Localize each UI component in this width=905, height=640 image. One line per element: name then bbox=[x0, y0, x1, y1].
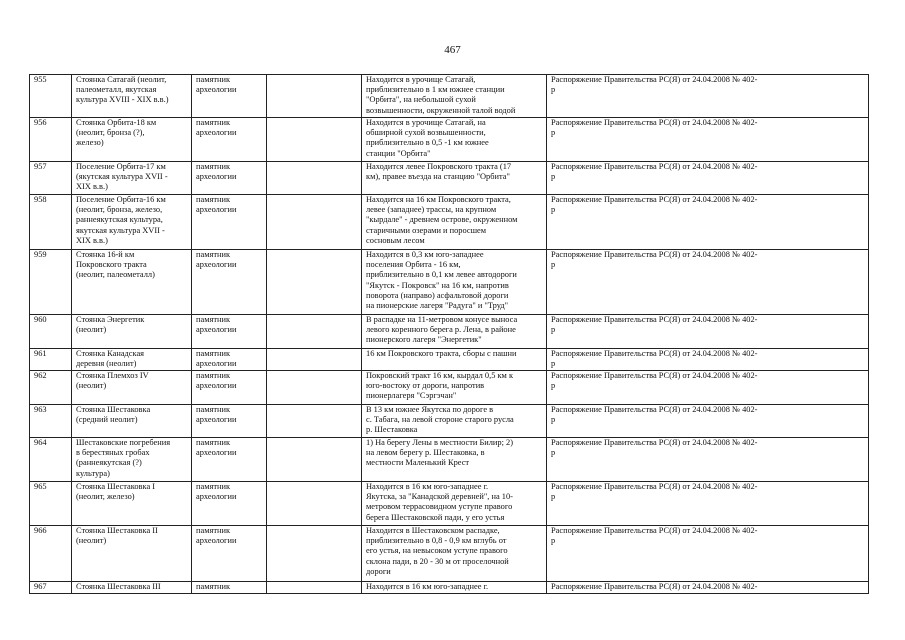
legal-document: Распоряжение Правительства РС(Я) от 24.04.2008 № 402- р bbox=[547, 482, 869, 526]
legal-document: Распоряжение Правительства РС(Я) от 24.04.2008 № 402- bbox=[547, 582, 869, 594]
legal-document: Распоряжение Правительства РС(Я) от 24.04.2008 № 402- р bbox=[547, 118, 869, 162]
site-type: памятник археологии bbox=[192, 118, 267, 162]
site-location: Покровский тракт 16 км, кырдал 0,5 км к юго-востоку от дороги, напротив пионерлагеря "Сэргэчан" bbox=[362, 371, 547, 405]
site-type: памятник археологии bbox=[192, 482, 267, 526]
table-row bbox=[30, 195, 869, 250]
site-name: Стоянка Шестаковка II (неолит) bbox=[72, 526, 192, 582]
site-type: памятник археологии bbox=[192, 349, 267, 371]
site-location: Находится в 16 км юго-западнее г. bbox=[362, 582, 547, 594]
site-name: Стоянка Шестаковка (средний неолит) bbox=[72, 405, 192, 438]
site-type: памятник bbox=[192, 582, 267, 594]
row-number: 963 bbox=[30, 405, 72, 438]
page-number: 467 bbox=[444, 44, 461, 56]
row-number: 961 bbox=[30, 349, 72, 371]
site-location: Находится на 16 км Покровского тракта, левее (западнее) трассы, на крупном "кырдале" - древнем острове, окруженном старичными озерами и поросшем сосновым лесом bbox=[362, 195, 547, 250]
site-location: Находится в 0,3 км юго-западнее поселения Орбита - 16 км, приблизительно в 0,1 км левее автодороги "Якутск - Покровск" на 16 км, напротив поворота (направо) асфальтовой дороги на пионерские лагеря "Радуга" и "Труд" bbox=[362, 250, 547, 315]
extra-cell bbox=[267, 315, 362, 349]
table-row bbox=[30, 250, 869, 315]
site-type: памятник археологии bbox=[192, 371, 267, 405]
legal-document: Распоряжение Правительства РС(Я) от 24.04.2008 № 402- р bbox=[547, 349, 869, 371]
site-type: памятник археологии bbox=[192, 438, 267, 482]
table-row bbox=[30, 371, 869, 405]
table-row bbox=[30, 162, 869, 195]
table-row bbox=[30, 526, 869, 582]
site-location: В распадке на 11-метровом конусе выноса левого коренного берега р. Лена, в районе пионерского лагеря "Энергетик" bbox=[362, 315, 547, 349]
site-name: Стоянка Шестаковка III bbox=[72, 582, 192, 594]
site-location: Находится в Шестаковском распадке, приблизительно в 0,8 - 0,9 км вглубь от его устья, на невысоком уступе правого склона пади, в 20 - 30 м от проселочной дороги bbox=[362, 526, 547, 582]
legal-document: Распоряжение Правительства РС(Я) от 24.04.2008 № 402- р bbox=[547, 371, 869, 405]
extra-cell bbox=[267, 75, 362, 118]
table-row bbox=[30, 349, 869, 371]
extra-cell bbox=[267, 349, 362, 371]
site-type: памятник археологии bbox=[192, 405, 267, 438]
extra-cell bbox=[267, 118, 362, 162]
site-location: Находится в 16 км юго-западнее г. Якутска, за "Канадской деревней", на 10- метровом террасовидном уступе правого берега Шестаковской пади, у его устья bbox=[362, 482, 547, 526]
row-number: 958 bbox=[30, 195, 72, 250]
site-location: Находится левее Покровского тракта (17 км), правее въезда на станцию "Орбита" bbox=[362, 162, 547, 195]
table-row bbox=[30, 582, 869, 594]
site-name: Стоянка Энергетик (неолит) bbox=[72, 315, 192, 349]
row-number: 956 bbox=[30, 118, 72, 162]
table-row bbox=[30, 482, 869, 526]
table-row bbox=[30, 405, 869, 438]
site-name: Поселение Орбита-17 км (якутская культура XVII - XIX в.в.) bbox=[72, 162, 192, 195]
table-row bbox=[30, 75, 869, 118]
extra-cell bbox=[267, 162, 362, 195]
row-number: 955 bbox=[30, 75, 72, 118]
extra-cell bbox=[267, 250, 362, 315]
site-type: памятник археологии bbox=[192, 250, 267, 315]
site-name: Стоянка Канадская деревня (неолит) bbox=[72, 349, 192, 371]
site-location: 1) На берегу Лены в местности Билир; 2) на левом берегу р. Шестаковка, в местности Маленький Крест bbox=[362, 438, 547, 482]
extra-cell bbox=[267, 371, 362, 405]
site-name: Шестаковские погребения в берестяных гробах (раннеякутская (?) культура) bbox=[72, 438, 192, 482]
site-type: памятник археологии bbox=[192, 75, 267, 118]
row-number: 965 bbox=[30, 482, 72, 526]
site-name: Стоянка 16-й км Покровского тракта (неолит, палеометалл) bbox=[72, 250, 192, 315]
site-name: Стоянка Сатагай (неолит, палеометалл, якутская культура XVIII - XIX в.в.) bbox=[72, 75, 192, 118]
extra-cell bbox=[267, 526, 362, 582]
site-location: В 13 км южнее Якутска по дороге в с. Табага, на левой стороне старого русла р. Шестаковка bbox=[362, 405, 547, 438]
row-number: 959 bbox=[30, 250, 72, 315]
row-number: 960 bbox=[30, 315, 72, 349]
table-row bbox=[30, 118, 869, 162]
extra-cell bbox=[267, 582, 362, 594]
table-row bbox=[30, 315, 869, 349]
row-number: 962 bbox=[30, 371, 72, 405]
legal-document: Распоряжение Правительства РС(Я) от 24.04.2008 № 402- р bbox=[547, 75, 869, 118]
legal-document: Распоряжение Правительства РС(Я) от 24.04.2008 № 402- р bbox=[547, 195, 869, 250]
extra-cell bbox=[267, 195, 362, 250]
site-type: памятник археологии bbox=[192, 162, 267, 195]
legal-document: Распоряжение Правительства РС(Я) от 24.04.2008 № 402- р bbox=[547, 405, 869, 438]
extra-cell bbox=[267, 405, 362, 438]
site-type: памятник археологии bbox=[192, 315, 267, 349]
row-number: 967 bbox=[30, 582, 72, 594]
legal-document: Распоряжение Правительства РС(Я) от 24.04.2008 № 402- р bbox=[547, 162, 869, 195]
site-location: 16 км Покровского тракта, сборы с пашни bbox=[362, 349, 547, 371]
extra-cell bbox=[267, 438, 362, 482]
row-number: 964 bbox=[30, 438, 72, 482]
legal-document: Распоряжение Правительства РС(Я) от 24.04.2008 № 402- р bbox=[547, 315, 869, 349]
site-type: памятник археологии bbox=[192, 526, 267, 582]
legal-document: Распоряжение Правительства РС(Я) от 24.04.2008 № 402- р bbox=[547, 250, 869, 315]
heritage-registry-table bbox=[29, 74, 869, 594]
site-name: Стоянка Шестаковка I (неолит, железо) bbox=[72, 482, 192, 526]
row-number: 966 bbox=[30, 526, 72, 582]
row-number: 957 bbox=[30, 162, 72, 195]
site-location: Находится в урочище Сатагай, на обширной сухой возвышенности, приблизительно в 0,5 -1 км южнее станции "Орбита" bbox=[362, 118, 547, 162]
site-name: Стоянка Племхоз IV (неолит) bbox=[72, 371, 192, 405]
legal-document: Распоряжение Правительства РС(Я) от 24.04.2008 № 402- р bbox=[547, 526, 869, 582]
site-type: памятник археологии bbox=[192, 195, 267, 250]
site-name: Стоянка Орбита-18 км (неолит, бронза (?), железо) bbox=[72, 118, 192, 162]
table-row bbox=[30, 438, 869, 482]
site-location: Находится в урочище Сатагай, приблизительно в 1 км южнее станции "Орбита", на небольшой сухой возвышенности, окруженной талой водой bbox=[362, 75, 547, 118]
extra-cell bbox=[267, 482, 362, 526]
site-name: Поселение Орбита-16 км (неолит, бронза, железо, раннеякутская культура, якутская культура XVII - XIX в.в.) bbox=[72, 195, 192, 250]
legal-document: Распоряжение Правительства РС(Я) от 24.04.2008 № 402- р bbox=[547, 438, 869, 482]
